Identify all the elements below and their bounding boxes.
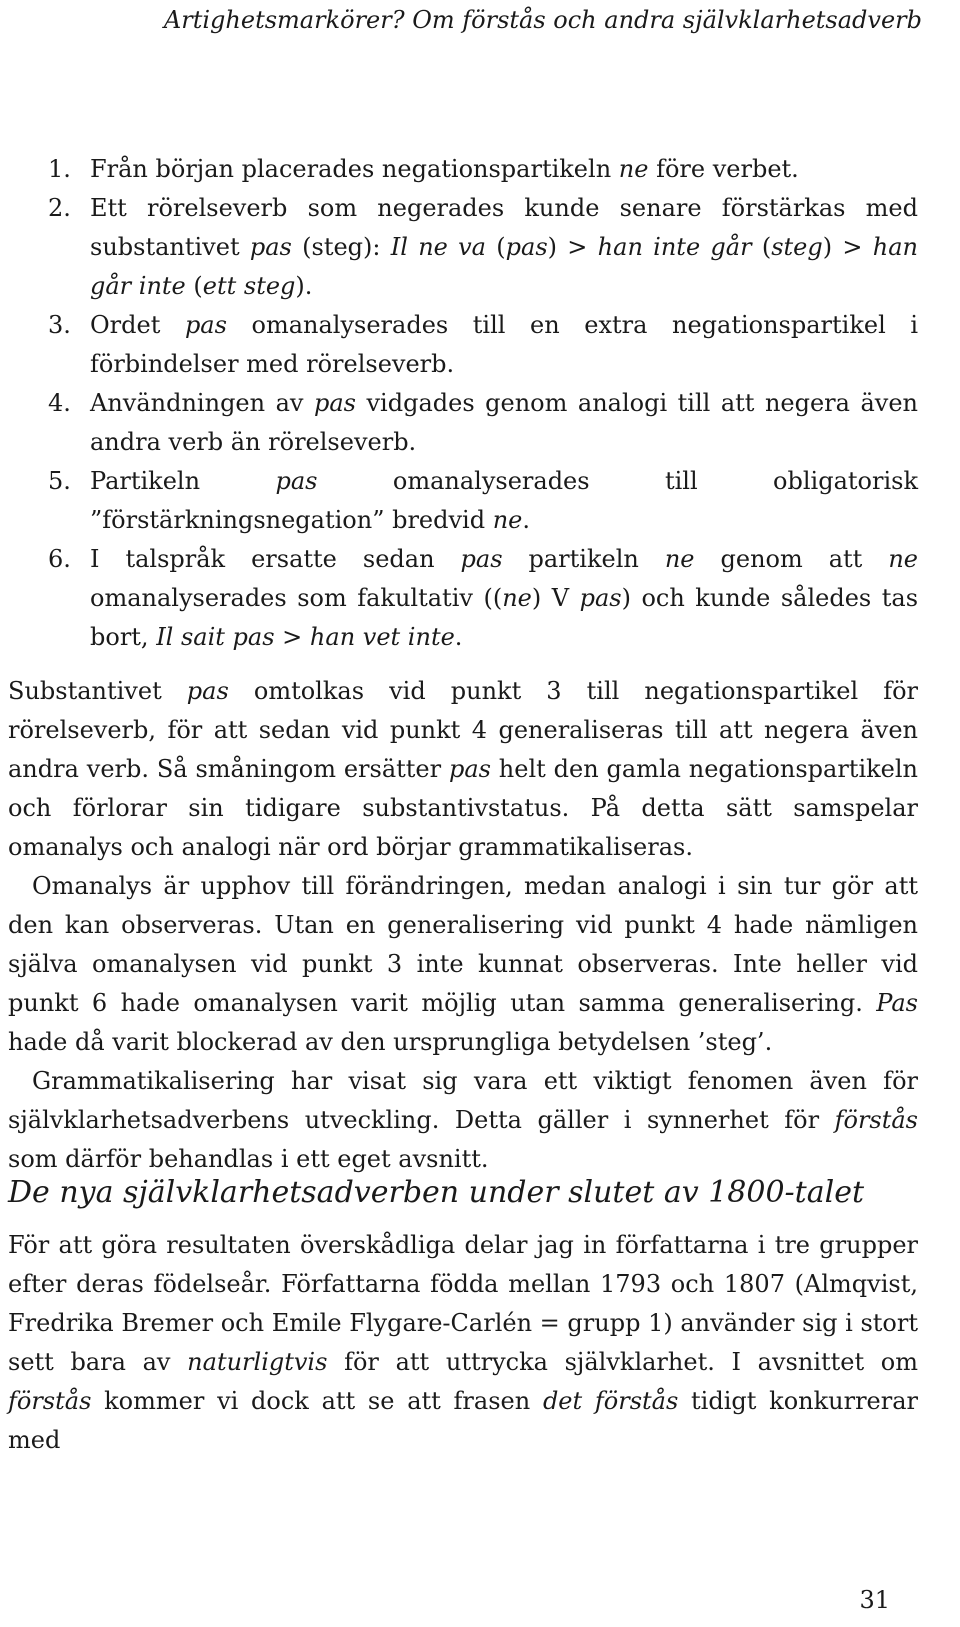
italic-text-run: ne: [618, 155, 649, 183]
body-text-block: [8, 672, 918, 1179]
text-run: för att uttrycka självklarhet. I avsnittet om: [327, 1348, 919, 1376]
page-number: 31: [859, 1586, 890, 1614]
list-item: [48, 306, 918, 384]
italic-text-run: ne: [664, 545, 695, 573]
list-item-number: 4.: [48, 389, 71, 417]
text-run: .: [454, 623, 463, 651]
text-run: Substantivet: [8, 677, 187, 705]
paragraph: [8, 867, 918, 1062]
italic-text-run: pas: [184, 311, 227, 339]
italic-text-run: Il ne va: [390, 233, 486, 261]
paragraph: [8, 672, 918, 867]
italic-text-run: Pas: [876, 989, 918, 1017]
text-run: I talspråk ersatte sedan: [90, 545, 461, 573]
running-head: Artighetsmarkörer? Om förstås och andra självklarhetsadverb: [163, 6, 922, 34]
italic-text-run: ne: [502, 584, 532, 612]
italic-text-run: Il sait pas: [156, 623, 275, 651]
italic-text-run: ne: [492, 506, 523, 534]
text-run: Grammatikalisering har visat sig vara ett viktigt fenomen även för självklarhetsadverbens utveckling. Detta gäller i synnerhet för: [8, 1067, 918, 1134]
text-run: Användningen av: [90, 389, 314, 417]
italic-text-run: pas: [579, 584, 622, 612]
text-run: ) V: [531, 584, 580, 612]
text-run: omanalyserades till en extra negationspartikel i förbindelser med rörelseverb.: [90, 311, 918, 378]
section-heading: De nya självklarhetsadverben under slutet av 1800-talet: [8, 1175, 865, 1210]
text-run: omanalyserades till obligatorisk ”förstärkningsnegation” bredvid: [90, 467, 918, 534]
list-item-number: 6.: [48, 545, 71, 573]
text-run: Från början placerades negationspartikeln: [90, 155, 619, 183]
italic-text-run: ne: [888, 545, 918, 573]
list-item-number: 5.: [48, 467, 71, 495]
list-item: [48, 540, 918, 657]
paragraph: [8, 1062, 918, 1179]
text-run: ) och kunde således tas bort,: [90, 584, 919, 651]
text-run: omanalyserades som fakultativ ((: [90, 584, 503, 612]
italic-text-run: det förstås: [542, 1387, 679, 1415]
text-run: (steg):: [291, 233, 391, 261]
italic-text-run: steg: [771, 233, 823, 261]
italic-text-run: pas: [275, 467, 318, 495]
italic-text-run: ett steg: [202, 272, 296, 300]
text-run: ) >: [547, 233, 598, 261]
italic-text-run: han vet inte: [309, 623, 455, 651]
text-run: För att göra resultaten överskådliga delar jag in författarna i tre grupper efter deras födelseår. Författarna födda mellan 1793 och 1807 (Almqvist, Fredrika Bremer och Emile Flygare-Carlén = grupp 1) använder sig i stort sett bara av: [8, 1231, 918, 1376]
italic-text-run: han går inte: [90, 233, 919, 300]
italic-text-run: pas: [186, 677, 229, 705]
list-item-text: [90, 311, 918, 378]
list-item-text: [90, 467, 918, 534]
numbered-list: [48, 150, 918, 657]
body-text-block: [8, 1226, 918, 1460]
text-run: kommer vi dock att se att frasen: [91, 1387, 543, 1415]
text-run: helt den gamla negationspartikeln och förlorar sin tidigare substantivstatus. På detta sätt samspelar omanalys och analogi när ord börjar grammatikaliseras.: [8, 755, 918, 861]
text-run: före verbet.: [648, 155, 799, 183]
text-run: partikeln: [502, 545, 665, 573]
text-run: >: [274, 623, 310, 651]
text-run: (: [185, 272, 203, 300]
list-item-text: [90, 155, 799, 183]
italic-text-run: pas: [448, 755, 491, 783]
list-item-text: [90, 194, 918, 300]
list-item: [48, 150, 918, 189]
list-item: [48, 462, 918, 540]
italic-text-run: han inte går: [597, 233, 752, 261]
list-item-text: [90, 389, 918, 456]
italic-text-run: förstås: [834, 1106, 918, 1134]
list-item-number: 1.: [48, 155, 71, 183]
italic-text-run: pas: [460, 545, 503, 573]
text-run: (: [751, 233, 772, 261]
text-run: Ordet: [90, 311, 185, 339]
italic-text-run: naturligtvis: [187, 1348, 328, 1376]
text-run: Omanalys är upphov till förändringen, medan analogi i sin tur gör att den kan observeras. Utan en generalisering vid punkt 4 hade nämligen själva omanalysen vid punkt 3 inte kunnat observeras. Inte heller vid punkt 6 hade omanalysen varit möjlig utan samma generalisering.: [8, 872, 918, 1017]
paragraph: [8, 1226, 918, 1460]
text-run: Ett rörelseverb som negerades kunde senare förstärkas med substantivet: [90, 194, 918, 261]
list-item: [48, 189, 918, 306]
text-run: ) >: [822, 233, 873, 261]
text-run: tidigt konkurrerar med: [8, 1387, 919, 1454]
text-run: (: [486, 233, 506, 261]
list-item-number: 2.: [48, 194, 71, 222]
italic-text-run: pas: [313, 389, 356, 417]
text-run: Partikeln: [90, 467, 276, 495]
text-run: genom att: [694, 545, 889, 573]
italic-text-run: pas: [249, 233, 292, 261]
text-run: ).: [295, 272, 313, 300]
italic-text-run: förstås: [8, 1387, 92, 1415]
list-item-number: 3.: [48, 311, 71, 339]
list-item: [48, 384, 918, 462]
text-run: som därför behandlas i ett eget avsnitt.: [8, 1145, 489, 1173]
list-item-text: [90, 545, 918, 651]
text-run: vidgades genom analogi till att negera även andra verb än rörelseverb.: [90, 389, 918, 456]
italic-text-run: pas: [505, 233, 548, 261]
text-run: hade då varit blockerad av den ursprungliga betydelsen ’steg’.: [8, 1028, 773, 1056]
text-run: .: [522, 506, 531, 534]
text-run: omtolkas vid punkt 3 till negationspartikel för rörelseverb, för att sedan vid punkt 4 generaliseras till att negera även andra verb. Så småningom ersätter: [8, 677, 919, 783]
